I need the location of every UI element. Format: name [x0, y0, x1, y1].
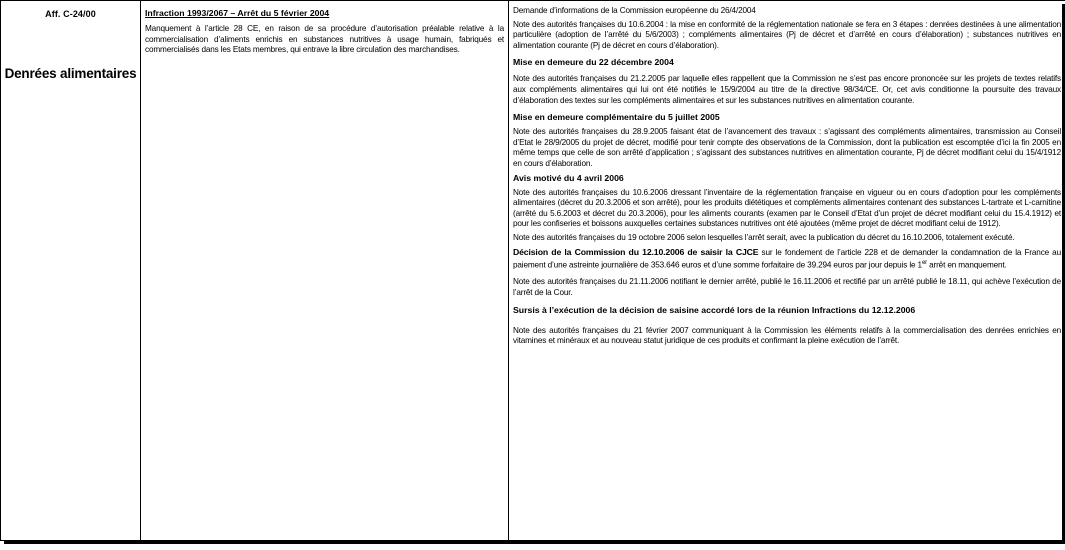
history-heading-mise-en-demeure-complementaire: Mise en demeure complémentaire du 5 juillet 2005 [513, 112, 720, 123]
history-note-2006-11-21: Note des autorités françaises du 21.11.2006 notifiant le dernier arrêté, publié le 16.11.2006 et rectifié par un arrêté publié le 18.11, qui achève l’exécution de l’arrêt de la Cour. [513, 277, 1061, 298]
infraction-cell [141, 1, 509, 541]
history-heading-mise-en-demeure: Mise en demeure du 22 décembre 2004 [513, 57, 674, 68]
case-category: Denrées alimentaires [4, 66, 137, 81]
history-note-2005-02-21: Note des autorités françaises du 21.2.2005 par laquelle elles rappellent que la Commission ne s’est pas encore prononcée sur les projets de textes relatifs aux compléments alimentaires qui lui ont été notifiés le 15/9/2004 au titre de la directive 98/34/CE. Or, cet avis conditionne la poursuite des travaux d’élaboration des textes sur les compléments alimentaires et sur les substances nutritives en alimentation courante. [513, 74, 1061, 105]
history-note-2007-02-21: Note des autorités françaises du 21 février 2007 communiquant à la Commission les éléments relatifs à la commercialisation des denrées enrichies en vitamines et minéraux et au nouveau statut juridique de ces produits et confirmant la pleine exécution de l’arrêt. [513, 325, 1061, 346]
history-decision-bold: Décision de la Commission du 12.10.2006 de saisir la CJCE [513, 246, 759, 257]
case-affaire-number: Aff. C-24/00 [45, 9, 96, 19]
case-row [1, 1, 1065, 541]
procedure-history-cell [509, 1, 1065, 541]
history-note-2004-06-10: Note des autorités françaises du 10.6.2004 : la mise en conformité de la réglementation nationale se fera en 3 étapes : denrées destinées à une alimentation particulière (adoption de l’arrêté du 5/6/2003) ; compléments alimentaires (Pj de décret et d’arrêté en cours d’élaboration) ; substances nutritives en alimentation courante (Pj de décret en cours d’élaboration). [513, 19, 1061, 50]
infraction-description: Manquement à l’article 28 CE, en raison de sa procédure d’autorisation préalable relative à la commercialisation d’aliments enrichis en substances nutritives à usage humain, fabriqués et commercialisés dans les Etats membres, qui entrave la libre circulation des marchandises. [145, 24, 504, 55]
history-heading-avis-motive: Avis motivé du 4 avril 2006 [513, 172, 624, 183]
case-reference-cell [1, 1, 141, 541]
table-shadow-bottom [4, 541, 1065, 544]
history-note-2006-06-10: Note des autorités françaises du 10.6.2006 dressant l’inventaire de la réglementation française en vigueur ou en cours d’adoption pour les compléments alimentaires (décret du 20.3.2006 et son arrêté), pour les produits diététiques et compléments alimentaires contenant des substances L-tartrate et L-carnitine (arrêté du 5.6.2003 et décret du 20.3.2006), pour les aliments courants (examen par le Conseil d’Etat d’un projet de décret modifiant celui du 15.4.1912) et pour les confiseries et boissons auxquelles certaines substances nutritives ont été ajoutées (même projet de décret modifiant celui de 1912). [513, 187, 1061, 229]
history-decision-end: arrêt en manquement. [926, 260, 1007, 270]
history-decision-saisine [513, 247, 1061, 272]
infraction-title: Infraction 1993/2067 – Arrêt du 5 février 2004 [145, 8, 330, 18]
history-decision-text: sur le fondement de l’article 228 et de demander la condamnation de la France au paiement d’une astreinte journalière de 353.646 euros et d’une somme forfaitaire de 39.294 euros par jour depuis le 1 [513, 247, 1061, 270]
history-heading-sursis: Sursis à l’exécution de la décision de saisine accordé lors de la réunion Infractions du 12.12.2006 [513, 304, 916, 315]
history-note-2006-10-19: Note des autorités françaises du 19 octobre 2006 selon lesquelles l’arrêt serait, avec la publication du décret du 16.10.2006, totalement exécuté. [513, 232, 1015, 242]
history-note-2005-09-28: Note des autorités françaises du 28.9.2005 faisant état de l’avancement des travaux : s’agissant des compléments alimentaires, transmission au Conseil d’Etat le 28/9/2005 du projet de décret, modifié pour tenir compte des observations de la Commission, dont la publication est escomptée d’ici la fin 2005 en même temps que celle de son arrêté d’application ; s’agissant des substances nutritives en alimentation courante, Pj de décret modifiant celui du 15/4/1912 en cours d’élaboration. [513, 127, 1061, 168]
history-intro: Demande d’informations de la Commission européenne du 26/4/2004 [513, 6, 756, 15]
history-decision-sup: er [921, 260, 927, 267]
